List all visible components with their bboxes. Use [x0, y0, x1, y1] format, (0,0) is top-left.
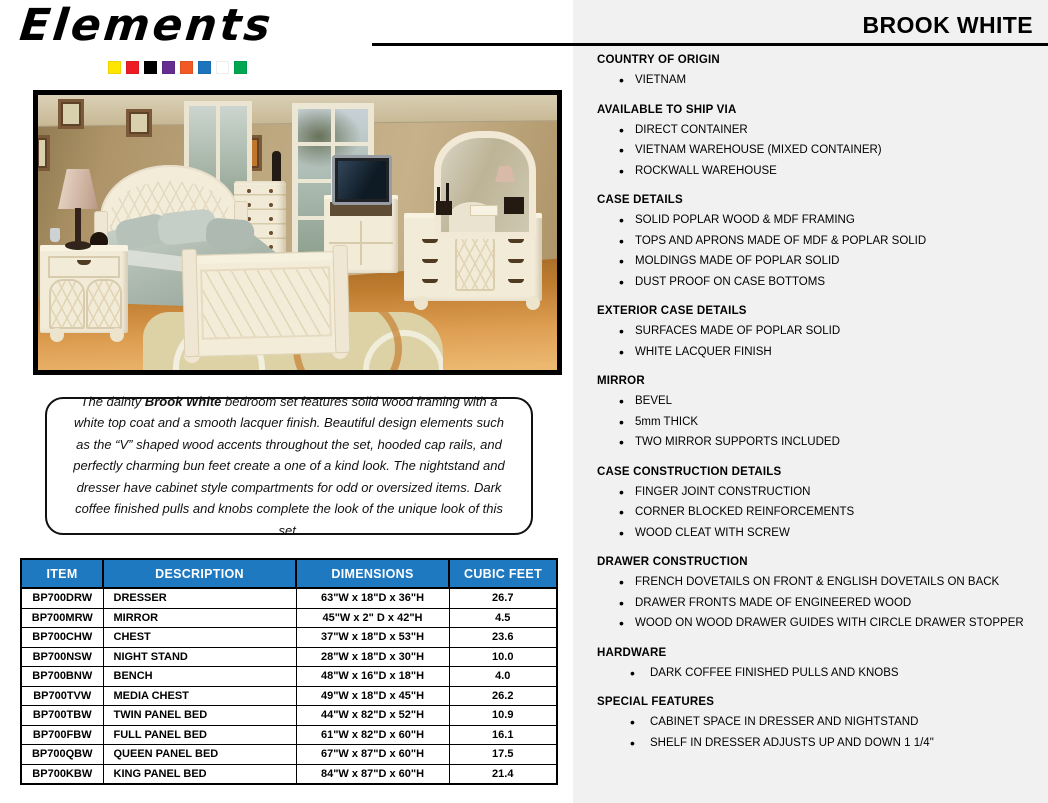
- item-description: NIGHT STAND: [103, 647, 296, 667]
- item-dimensions: 45"W x 2" D x 42"H: [296, 608, 449, 628]
- photo-mirror: [434, 131, 536, 239]
- item-spec-table: [20, 558, 558, 785]
- spec-item: • DIRECT CONTAINER: [597, 120, 1033, 141]
- item-cubic-feet: 10.9: [449, 706, 557, 726]
- table-row: [21, 647, 557, 667]
- spec-item: • MOLDINGS MADE OF POPLAR SOLID: [597, 251, 1033, 272]
- spec-item-list: [597, 712, 1038, 753]
- spec-item: • SHELF IN DRESSER ADJUSTS UP AND DOWN 1 1/4": [597, 733, 1038, 754]
- table-row: [21, 764, 557, 784]
- photo-cup: [50, 228, 60, 242]
- item-dimensions: 49"W x 18"D x 45"H: [296, 686, 449, 706]
- spec-item-list: [597, 321, 1038, 362]
- table-header-cell: DESCRIPTION: [103, 559, 296, 588]
- spec-item: • ROCKWALL WAREHOUSE: [597, 161, 1033, 182]
- photo-chest-knobs: [247, 189, 251, 193]
- photo-tv: [332, 155, 392, 205]
- table-row: [21, 588, 557, 608]
- description-prefix: The dainty: [80, 393, 145, 409]
- spec-item: • WOOD CLEAT WITH SCREW: [597, 523, 1033, 544]
- item-code: BP700DRW: [21, 588, 103, 608]
- item-description: CHEST: [103, 628, 296, 648]
- photo-nightstand-door: [86, 279, 122, 329]
- spec-section: [597, 194, 1038, 292]
- photo-picture-frame: [504, 197, 524, 214]
- table-header-cell: CUBIC FEET: [449, 559, 557, 588]
- photo-nightstand: [40, 245, 128, 333]
- spec-item: • TWO MIRROR SUPPORTS INCLUDED: [597, 432, 1033, 453]
- item-description: KING PANEL BED: [103, 764, 296, 784]
- spec-section-heading: EXTERIOR CASE DETAILS: [597, 305, 747, 317]
- photo-bed-footboard: [185, 251, 348, 357]
- item-code: BP700FBW: [21, 725, 103, 745]
- spec-item: • 5mm THICK: [597, 412, 1033, 433]
- spec-section: [597, 104, 1038, 182]
- spec-item: • CABINET SPACE IN DRESSER AND NIGHTSTAND: [597, 712, 1038, 733]
- spec-item-list: [597, 391, 1038, 453]
- item-cubic-feet: 10.0: [449, 647, 557, 667]
- item-description: BENCH: [103, 667, 296, 687]
- item-description: FULL PANEL BED: [103, 725, 296, 745]
- item-code: BP700TBW: [21, 706, 103, 726]
- table-row: [21, 725, 557, 745]
- item-code: BP700BNW: [21, 667, 103, 687]
- item-dimensions: 44"W x 82"D x 52"H: [296, 706, 449, 726]
- logo-square: [162, 61, 175, 74]
- photo-picture-frame: [436, 201, 452, 215]
- item-cubic-feet: 26.2: [449, 686, 557, 706]
- spec-item: • FINGER JOINT CONSTRUCTION: [597, 482, 1033, 503]
- bedroom-set-photo: [33, 90, 562, 375]
- photo-footboard-v-accent: [200, 266, 332, 339]
- spec-item: • DARK COFFEE FINISHED PULLS AND KNOBS: [597, 663, 1038, 684]
- table-header-cell: ITEM: [21, 559, 103, 588]
- spec-section: [597, 556, 1038, 634]
- logo-square: [198, 61, 211, 74]
- spec-item-list: [597, 210, 1038, 292]
- table-row: [21, 667, 557, 687]
- spec-item: • VIETNAM WAREHOUSE (MIXED CONTAINER): [597, 140, 1033, 161]
- spec-item: • TOPS AND APRONS MADE OF MDF & POPLAR SOLID: [597, 231, 1033, 252]
- item-code: BP700MRW: [21, 608, 103, 628]
- logo-square: [126, 61, 139, 74]
- item-code: BP700NSW: [21, 647, 103, 667]
- item-code: BP700KBW: [21, 764, 103, 784]
- spec-item-list: [597, 572, 1038, 634]
- description-text: [47, 391, 531, 542]
- spec-item: • WHITE LACQUER FINISH: [597, 342, 1033, 363]
- photo-wall-picture: [34, 135, 50, 171]
- spec-section-heading: MIRROR: [597, 375, 645, 387]
- spec-section-heading: AVAILABLE TO SHIP VIA: [597, 103, 737, 116]
- spec-item: • VIETNAM: [597, 70, 1033, 91]
- item-dimensions: 84"W x 87"D x 60"H: [296, 764, 449, 784]
- photo-nightstand-door: [49, 279, 85, 329]
- spec-section-heading: COUNTRY OF ORIGIN: [597, 54, 720, 66]
- spec-item: • CORNER BLOCKED REINFORCEMENTS: [597, 502, 1033, 523]
- page-title: BROOK WHITE: [862, 12, 1033, 38]
- item-dimensions: 67"W x 87"D x 60"H: [296, 745, 449, 765]
- item-code: BP700CHW: [21, 628, 103, 648]
- item-cubic-feet: 4.0: [449, 667, 557, 687]
- right-panel: [573, 0, 1048, 803]
- photo-vase: [272, 151, 281, 183]
- item-dimensions: 63"W x 18"D x 36"H: [296, 588, 449, 608]
- spec-item-list: [597, 482, 1038, 544]
- photo-nightstand-drawer: [48, 256, 120, 278]
- brand-logo: Elements: [17, 0, 276, 51]
- spec-section-heading: CASE DETAILS: [597, 194, 683, 206]
- spec-section-heading: SPECIAL FEATURES: [597, 696, 715, 708]
- item-description: MEDIA CHEST: [103, 686, 296, 706]
- spec-item-list: [597, 120, 1038, 182]
- spec-item: • DRAWER FRONTS MADE OF ENGINEERED WOOD: [597, 593, 1033, 614]
- spec-section: [597, 54, 1038, 91]
- item-code: BP700TVW: [21, 686, 103, 706]
- spec-sections: [573, 0, 1048, 766]
- item-cubic-feet: 26.7: [449, 588, 557, 608]
- logo-square: [216, 61, 229, 74]
- spec-section: [597, 647, 1038, 684]
- photo-nightstand-feet: [50, 328, 64, 342]
- photo-clock: [90, 232, 108, 245]
- table-row: [21, 628, 557, 648]
- logo-square: [180, 61, 193, 74]
- logo-square: [234, 61, 247, 74]
- logo-square: [108, 61, 121, 74]
- photo-dresser-pulls: [422, 239, 438, 243]
- spec-item: • SURFACES MADE OF POPLAR SOLID: [597, 321, 1033, 342]
- logo-square: [144, 61, 157, 74]
- item-cubic-feet: 4.5: [449, 608, 557, 628]
- table-header-cell: DIMENSIONS: [296, 559, 449, 588]
- spec-section: [597, 466, 1038, 544]
- spec-section: [597, 305, 1038, 362]
- spec-item: • FRENCH DOVETAILS ON FRONT & ENGLISH DOVETAILS ON BACK: [597, 572, 1033, 593]
- spec-section-heading: HARDWARE: [597, 646, 667, 659]
- logo-color-squares: [108, 61, 247, 74]
- table-row: [21, 686, 557, 706]
- item-cubic-feet: 16.1: [449, 725, 557, 745]
- photo-lamp-base: [65, 241, 91, 250]
- item-description: MIRROR: [103, 608, 296, 628]
- description-box: [45, 393, 533, 538]
- table-row: [21, 706, 557, 726]
- spec-item: • DUST PROOF ON CASE BOTTOMS: [597, 272, 1033, 293]
- photo-rug-circle: [363, 330, 443, 370]
- spec-item-list: [597, 70, 1038, 91]
- photo-pillow: [205, 217, 255, 250]
- photo-wall-picture: [126, 109, 152, 137]
- item-dimensions: 48"W x 16"D x 18"H: [296, 667, 449, 687]
- item-description: DRESSER: [103, 588, 296, 608]
- photo-nightstand-pull: [77, 260, 91, 265]
- item-description: QUEEN PANEL BED: [103, 745, 296, 765]
- spec-section-heading: DRAWER CONSTRUCTION: [597, 556, 748, 568]
- photo-tray: [470, 205, 498, 216]
- spec-item: • BEVEL: [597, 391, 1033, 412]
- spec-item: • SOLID POPLAR WOOD & MDF FRAMING: [597, 210, 1033, 231]
- table-row: [21, 745, 557, 765]
- item-dimensions: 61"W x 82"D x 60"H: [296, 725, 449, 745]
- item-dimensions: 28"W x 18"D x 30"H: [296, 647, 449, 667]
- item-cubic-feet: 17.5: [449, 745, 557, 765]
- item-description: TWIN PANEL BED: [103, 706, 296, 726]
- item-cubic-feet: 21.4: [449, 764, 557, 784]
- description-body: bedroom set features solid wood framing with a white top coat and a smooth lacquer finish. Beautiful design elements such as the “V” shaped wood accents throughout the set, hooded cap rails, and perfectly charming bun feet create a one of a kind look. The nightstand and dresser have cabinet style compartments for odd or oversized items. Dark coffee finished pulls and knobs complete the look of the unique look of this set.: [73, 393, 505, 538]
- photo-dresser-feet: [414, 296, 428, 310]
- photo-wall-picture: [58, 99, 84, 129]
- item-dimensions: 37"W x 18"D x 53"H: [296, 628, 449, 648]
- spec-section-heading: CASE CONSTRUCTION DETAILS: [597, 465, 782, 478]
- spec-item-list: [597, 663, 1038, 684]
- item-code: BP700QBW: [21, 745, 103, 765]
- table-row: [21, 608, 557, 628]
- title-underline-rule: [372, 43, 1048, 46]
- item-cubic-feet: 23.6: [449, 628, 557, 648]
- description-set-name: Brook White: [144, 393, 222, 409]
- spec-section: [597, 696, 1038, 753]
- table-header-row: [21, 559, 557, 588]
- spec-section: [597, 375, 1038, 453]
- spec-item: • WOOD ON WOOD DRAWER GUIDES WITH CIRCLE DRAWER STOPPER: [597, 613, 1033, 634]
- photo-dresser-pulls: [508, 239, 524, 243]
